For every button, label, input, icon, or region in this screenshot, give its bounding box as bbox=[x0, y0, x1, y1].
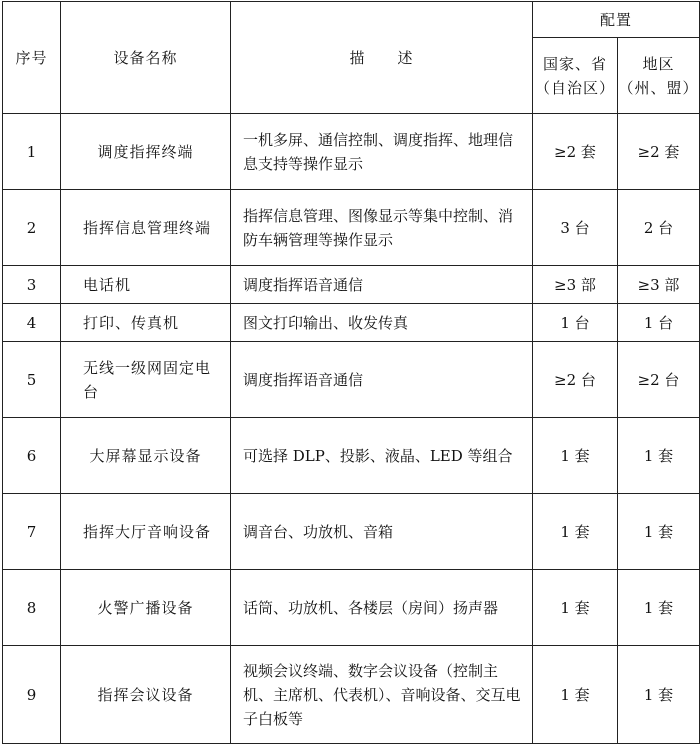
header-config: 配置 bbox=[533, 2, 700, 38]
row-equipment-name: 打印、传真机 bbox=[61, 304, 231, 342]
row-index: 8 bbox=[3, 570, 61, 646]
row-description: 视频会议终端、数字会议设备（控制主机、主席机、代表机）、音响设备、交互电子白板等 bbox=[231, 646, 533, 744]
row-description: 一机多屏、通信控制、调度指挥、地理信息支持等操作显示 bbox=[231, 114, 533, 190]
row-config-region: ≥2 台 bbox=[618, 342, 700, 418]
header-description: 描 述 bbox=[231, 2, 533, 114]
header-equipment-name: 设备名称 bbox=[61, 2, 231, 114]
table-row bbox=[3, 646, 700, 744]
row-description: 话筒、功放机、各楼层（房间）扬声器 bbox=[231, 570, 533, 646]
row-description: 调度指挥语音通信 bbox=[231, 266, 533, 304]
row-equipment-name: 火警广播设备 bbox=[61, 570, 231, 646]
equipment-config-table bbox=[2, 1, 700, 744]
row-config-national: 3 台 bbox=[533, 190, 618, 266]
row-index: 3 bbox=[3, 266, 61, 304]
row-description: 指挥信息管理、图像显示等集中控制、消防车辆管理等操作显示 bbox=[231, 190, 533, 266]
table-row bbox=[3, 570, 700, 646]
row-description: 调度指挥语音通信 bbox=[231, 342, 533, 418]
row-description: 调音台、功放机、音箱 bbox=[231, 494, 533, 570]
row-config-region: ≥3 部 bbox=[618, 266, 700, 304]
row-config-region: 2 台 bbox=[618, 190, 700, 266]
row-config-national: 1 套 bbox=[533, 418, 618, 494]
table-row bbox=[3, 494, 700, 570]
row-config-national: 1 台 bbox=[533, 304, 618, 342]
row-config-region: 1 套 bbox=[618, 418, 700, 494]
row-config-national: ≥2 台 bbox=[533, 342, 618, 418]
row-description: 可选择 DLP、投影、液晶、LED 等组合 bbox=[231, 418, 533, 494]
row-index: 2 bbox=[3, 190, 61, 266]
row-config-region: 1 套 bbox=[618, 646, 700, 744]
row-index: 7 bbox=[3, 494, 61, 570]
row-index: 4 bbox=[3, 304, 61, 342]
row-index: 9 bbox=[3, 646, 61, 744]
row-config-region: 1 套 bbox=[618, 494, 700, 570]
header-config-national: 国家、省 （自治区） bbox=[533, 38, 618, 114]
row-equipment-name: 电话机 bbox=[61, 266, 231, 304]
header-config-region: 地区 （州、盟） bbox=[618, 38, 700, 114]
row-equipment-name: 调度指挥终端 bbox=[61, 114, 231, 190]
row-index: 1 bbox=[3, 114, 61, 190]
row-equipment-name: 指挥大厅音响设备 bbox=[61, 494, 231, 570]
header-index: 序号 bbox=[3, 2, 61, 114]
row-equipment-name: 无线一级网固定电台 bbox=[61, 342, 231, 418]
table-row bbox=[3, 418, 700, 494]
row-config-region: ≥2 套 bbox=[618, 114, 700, 190]
table-row bbox=[3, 266, 700, 304]
row-index: 5 bbox=[3, 342, 61, 418]
table-row bbox=[3, 114, 700, 190]
row-equipment-name: 指挥信息管理终端 bbox=[61, 190, 231, 266]
table-row bbox=[3, 342, 700, 418]
row-config-national: ≥2 套 bbox=[533, 114, 618, 190]
row-description: 图文打印输出、收发传真 bbox=[231, 304, 533, 342]
row-config-region: 1 套 bbox=[618, 570, 700, 646]
row-equipment-name: 大屏幕显示设备 bbox=[61, 418, 231, 494]
row-index: 6 bbox=[3, 418, 61, 494]
row-config-national: 1 套 bbox=[533, 646, 618, 744]
table-row bbox=[3, 304, 700, 342]
row-config-region: 1 台 bbox=[618, 304, 700, 342]
row-equipment-name: 指挥会议设备 bbox=[61, 646, 231, 744]
row-config-national: 1 套 bbox=[533, 494, 618, 570]
row-config-national: ≥3 部 bbox=[533, 266, 618, 304]
row-config-national: 1 套 bbox=[533, 570, 618, 646]
table-row bbox=[3, 190, 700, 266]
